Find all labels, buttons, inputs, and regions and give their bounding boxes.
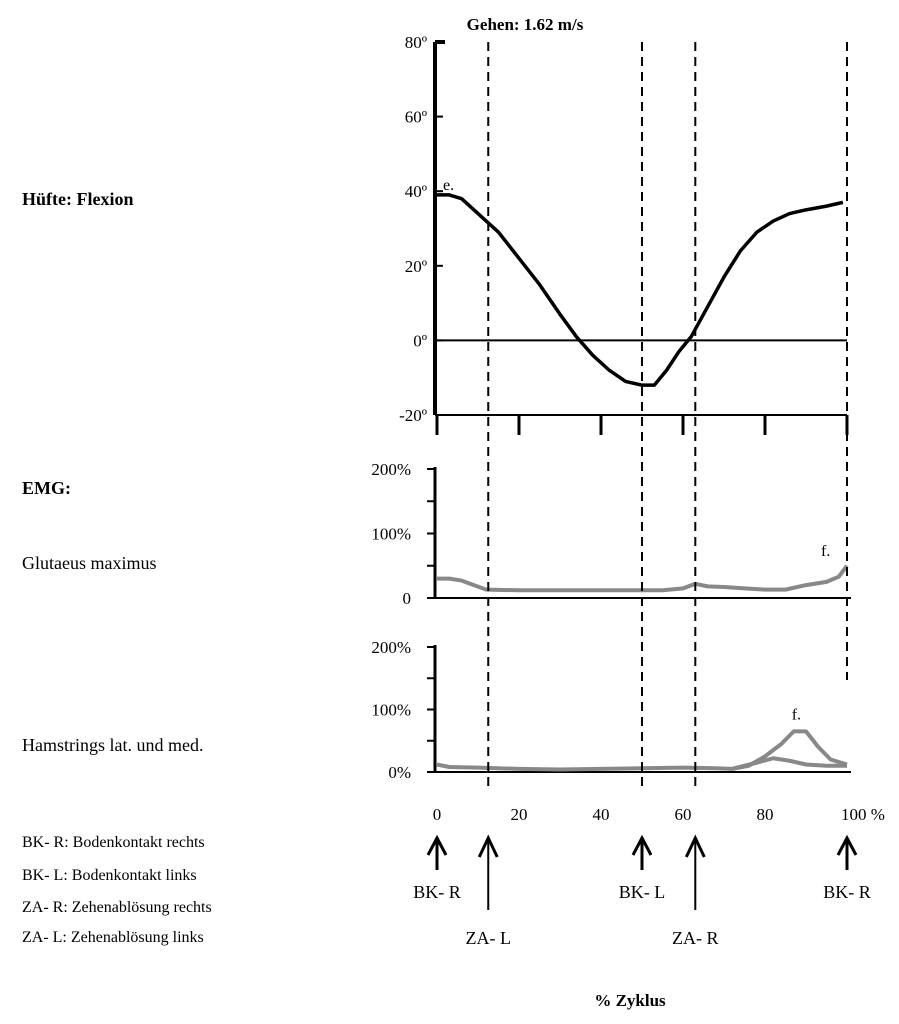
x-tick-label: 100 % bbox=[841, 805, 885, 824]
legend-item: BK- L: Bodenkontakt links bbox=[22, 867, 197, 884]
x-tick-label: 0 bbox=[432, 805, 442, 824]
x-tick-label: 60 bbox=[674, 805, 692, 824]
y-tick-label: 40º bbox=[404, 182, 427, 202]
glutaeus-panel bbox=[371, 460, 851, 608]
curve-annotation: e. bbox=[443, 176, 455, 194]
y-tick-label: 0º bbox=[413, 331, 427, 351]
event-label: ZA- R bbox=[672, 928, 719, 948]
curve-annotation: f. bbox=[821, 542, 831, 560]
chart-title: Gehen: 1.62 m/s bbox=[466, 15, 584, 34]
event-label: BK- L bbox=[618, 882, 666, 902]
y-tick-label: 0% bbox=[388, 763, 411, 782]
hip-flexion-panel bbox=[399, 33, 847, 435]
hamstrings-label: Hamstrings lat. und med. bbox=[22, 735, 204, 755]
x-axis bbox=[433, 805, 885, 824]
x-tick-label: 20 bbox=[510, 805, 528, 824]
glutaeus-label: Glutaeus maximus bbox=[22, 553, 157, 573]
y-tick-label: 80º bbox=[404, 33, 427, 52]
event-label: ZA- L bbox=[465, 928, 511, 948]
y-tick-label: -20º bbox=[399, 406, 427, 425]
hip-flexion-label: Hüfte: Flexion bbox=[22, 189, 134, 209]
legend-item: ZA- L: Zehenablösung links bbox=[22, 929, 204, 946]
event-label: BK- R bbox=[413, 882, 461, 902]
event-label: BK- R bbox=[823, 882, 871, 902]
y-tick-label: 100% bbox=[371, 700, 411, 720]
y-tick-label: 100% bbox=[371, 524, 411, 544]
y-tick-label: 200% bbox=[371, 460, 411, 479]
hip-flexion-curve bbox=[437, 195, 843, 385]
y-tick-label: 0 bbox=[402, 589, 411, 608]
y-tick-label: 60º bbox=[404, 107, 427, 127]
legend-item: BK- R: Bodenkontakt rechts bbox=[22, 834, 205, 851]
gait-events bbox=[413, 838, 871, 948]
x-tick-label: 80 bbox=[756, 805, 774, 824]
hamstrings-panel bbox=[371, 638, 851, 782]
curve-annotation: f. bbox=[791, 706, 802, 724]
x-axis-label: % Zyklus bbox=[594, 991, 666, 1010]
emg-label: EMG: bbox=[22, 478, 71, 498]
x-tick-label: 40 bbox=[592, 805, 610, 824]
y-tick-label: 20º bbox=[404, 256, 427, 276]
y-tick-label: 200% bbox=[371, 638, 411, 657]
legend-item: ZA- R: Zehenablösung rechts bbox=[22, 899, 212, 916]
